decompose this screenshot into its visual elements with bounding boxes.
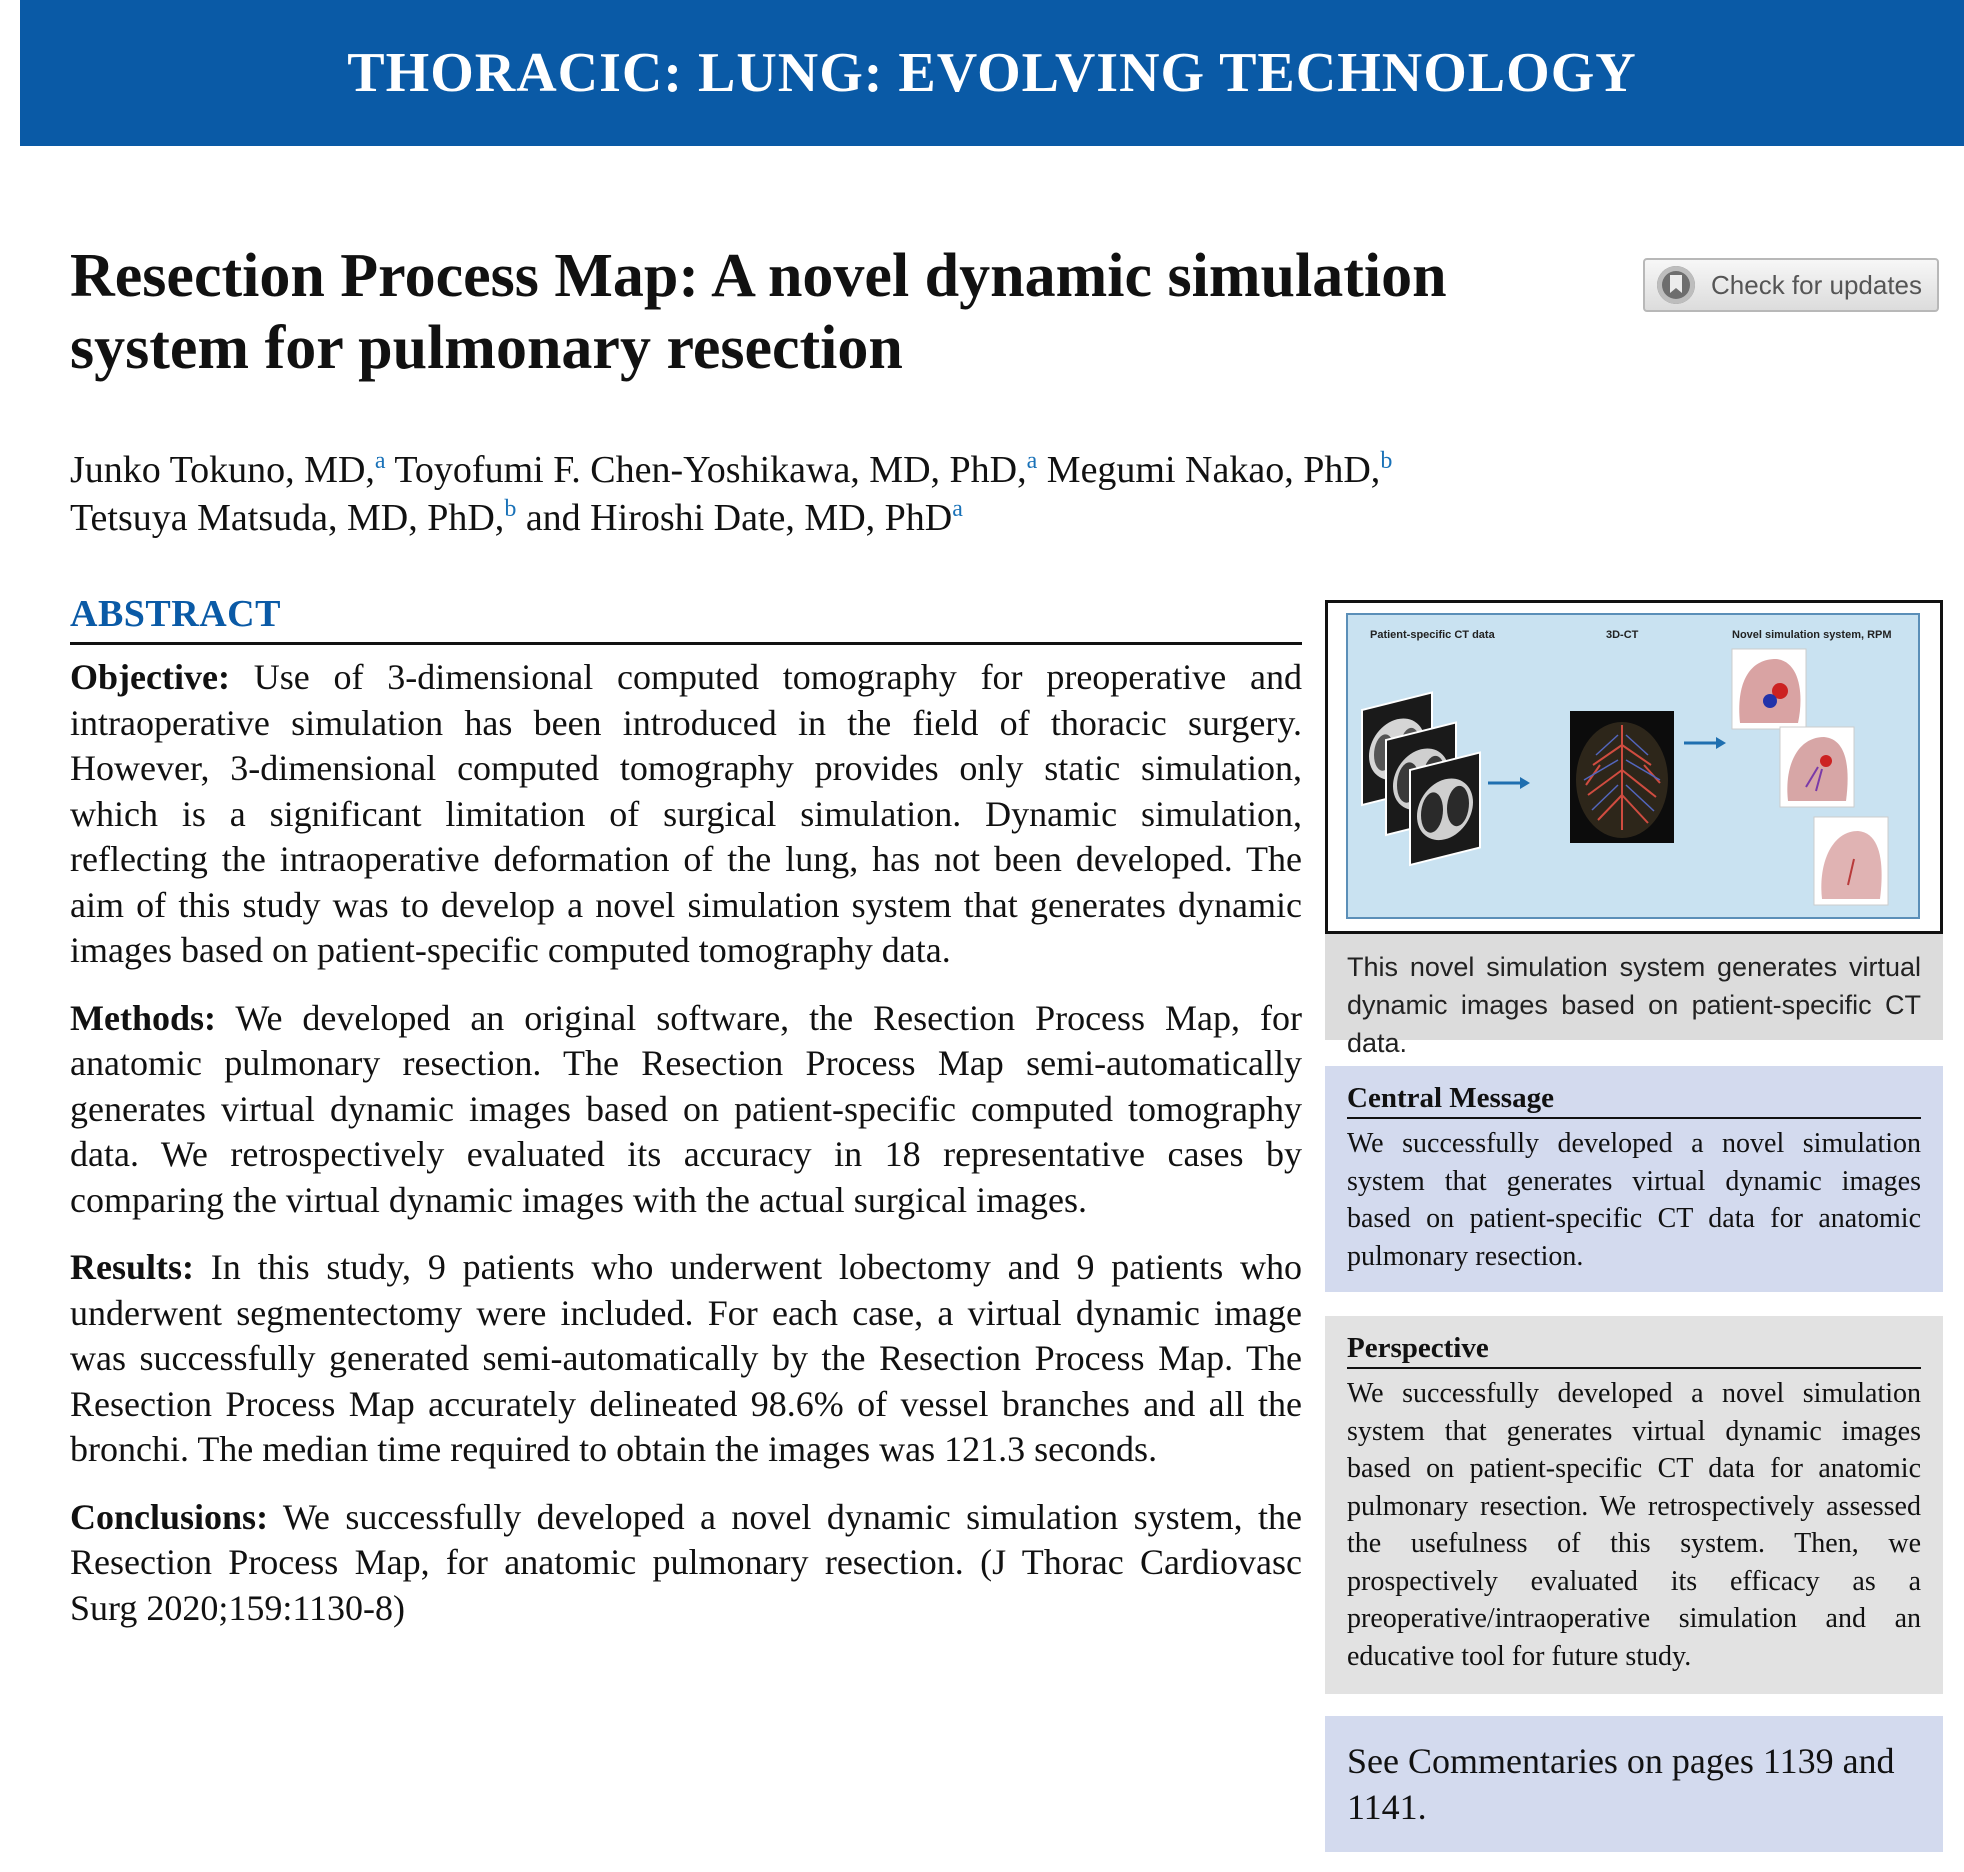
abstract-body — [70, 655, 1302, 1653]
abstract-methods — [70, 996, 1302, 1224]
abstract-objective — [70, 655, 1302, 974]
commentaries-box — [1325, 1716, 1943, 1852]
section-banner — [20, 0, 1964, 146]
rpm-image-2 — [1780, 727, 1854, 807]
results-label: Results: — [70, 1247, 194, 1287]
rpm-image-3 — [1814, 817, 1888, 905]
objective-label: Objective: — [70, 657, 230, 697]
author-affiliation: a — [1026, 448, 1038, 474]
commentaries-text[interactable]: See Commentaries on pages 1139 and 1141. — [1347, 1741, 1895, 1827]
article-title: Resection Process Map: A novel dynamic simulation system for pulmonary resection — [70, 242, 1447, 382]
results-text: In this study, 9 patients who underwent lobectomy and 9 patients who underwent segmentectomy were included. For each case, a virtual dynamic image was successfully generated semi-automatically by the Resection Process Map. The Resection Process Map accurately delineated 98.6% of vessel branches and all the bronchi. The median time required to obtain the images was 121.3 seconds. — [70, 1247, 1302, 1469]
section-banner-text: THORACIC: LUNG: EVOLVING TECHNOLOGY — [347, 42, 1637, 104]
central-message-heading: Central Message — [1347, 1082, 1921, 1119]
check-for-updates-label: Check for updates — [1711, 269, 1923, 300]
arrow-icon — [1684, 737, 1726, 749]
author-name: Junko Tokuno, MD, — [70, 449, 375, 491]
3d-ct-render — [1570, 711, 1674, 843]
author-affiliation: a — [952, 496, 963, 522]
figure-caption: This novel simulation system generates virtual dynamic images based on patient-specific CT data. — [1325, 934, 1943, 1040]
arrow-icon — [1488, 777, 1530, 789]
figure-label-3dct: 3D-CT — [1606, 629, 1639, 641]
check-for-updates-button[interactable] — [1643, 258, 1939, 312]
graphical-abstract-illustration — [1348, 615, 1918, 917]
figure-label-ct: Patient-specific CT data — [1370, 629, 1495, 641]
abstract-conclusions — [70, 1495, 1302, 1632]
rpm-image-1 — [1732, 649, 1806, 729]
graphical-abstract — [1325, 600, 1943, 934]
central-message-box — [1325, 1066, 1943, 1292]
author-affiliation: a — [374, 448, 386, 474]
conclusions-text: We successfully developed a novel dynamic simulation system, the Resection Process Map, for anatomic pulmonary resection. (J Thorac Cardiovasc Surg 2020;159:1130-8) — [70, 1496, 1302, 1628]
graphical-abstract-panel — [1346, 613, 1920, 919]
author-name: Tetsuya Matsuda, MD, PhD, — [70, 497, 505, 539]
methods-label: Methods: — [70, 997, 216, 1038]
author-name: Toyofumi F. Chen-Yoshikawa, MD, PhD, — [385, 449, 1027, 491]
methods-text: We developed an original software, the Resection Process Map, for anatomic pulmonary resection. The Resection Process Map semi-automatically generates virtual dynamic images based on patient-specific computed tomography data. We retrospectively evaluated its accuracy in 18 representative cases by comparing the virtual dynamic images with the actual surgical images. — [70, 997, 1302, 1220]
perspective-text: We successfully developed a novel simulation system that generates virtual dynamic images based on patient-specific CT data for anatomic pulmonary resection. We retrospectively assessed the usefulness of this system. Then, we prospectively evaluated its efficacy as a preoperative/intraoperative simulation and an educative tool for future study. — [1347, 1378, 1921, 1672]
perspective-heading: Perspective — [1347, 1332, 1921, 1369]
conclusions-label: Conclusions: — [70, 1496, 269, 1537]
abstract-results — [70, 1245, 1302, 1473]
objective-text: Use of 3-dimensional computed tomography for preoperative and intraoperative simulation has been introduced in the field of thoracic surgery. However, 3-dimensional computed tomography provides only static simulation, which is a significant limitation of surgical simulation. Dynamic simulation, reflecting the intraoperative deformation of the lung, has not been developed. The aim of this study was to develop a novel simulation system that generates dynamic images based on patient-specific computed tomography data. — [70, 657, 1303, 970]
author-list — [70, 446, 1590, 542]
figure-label-rpm: Novel simulation system, RPM — [1732, 629, 1892, 641]
ct-slice-stack — [1362, 693, 1480, 865]
abstract-heading: ABSTRACT — [70, 592, 1302, 645]
bookmark-icon — [1657, 266, 1695, 304]
author-name: and Hiroshi Date, MD, PhD — [516, 497, 953, 539]
central-message-text: We successfully developed a novel simulation system that generates virtual dynamic images based on patient-specific CT data for anatomic pulmonary resection. — [1347, 1128, 1921, 1272]
author-affiliation: b — [504, 496, 517, 522]
perspective-box — [1325, 1316, 1943, 1694]
author-affiliation: b — [1380, 448, 1393, 474]
author-name: Megumi Nakao, PhD, — [1037, 449, 1381, 491]
